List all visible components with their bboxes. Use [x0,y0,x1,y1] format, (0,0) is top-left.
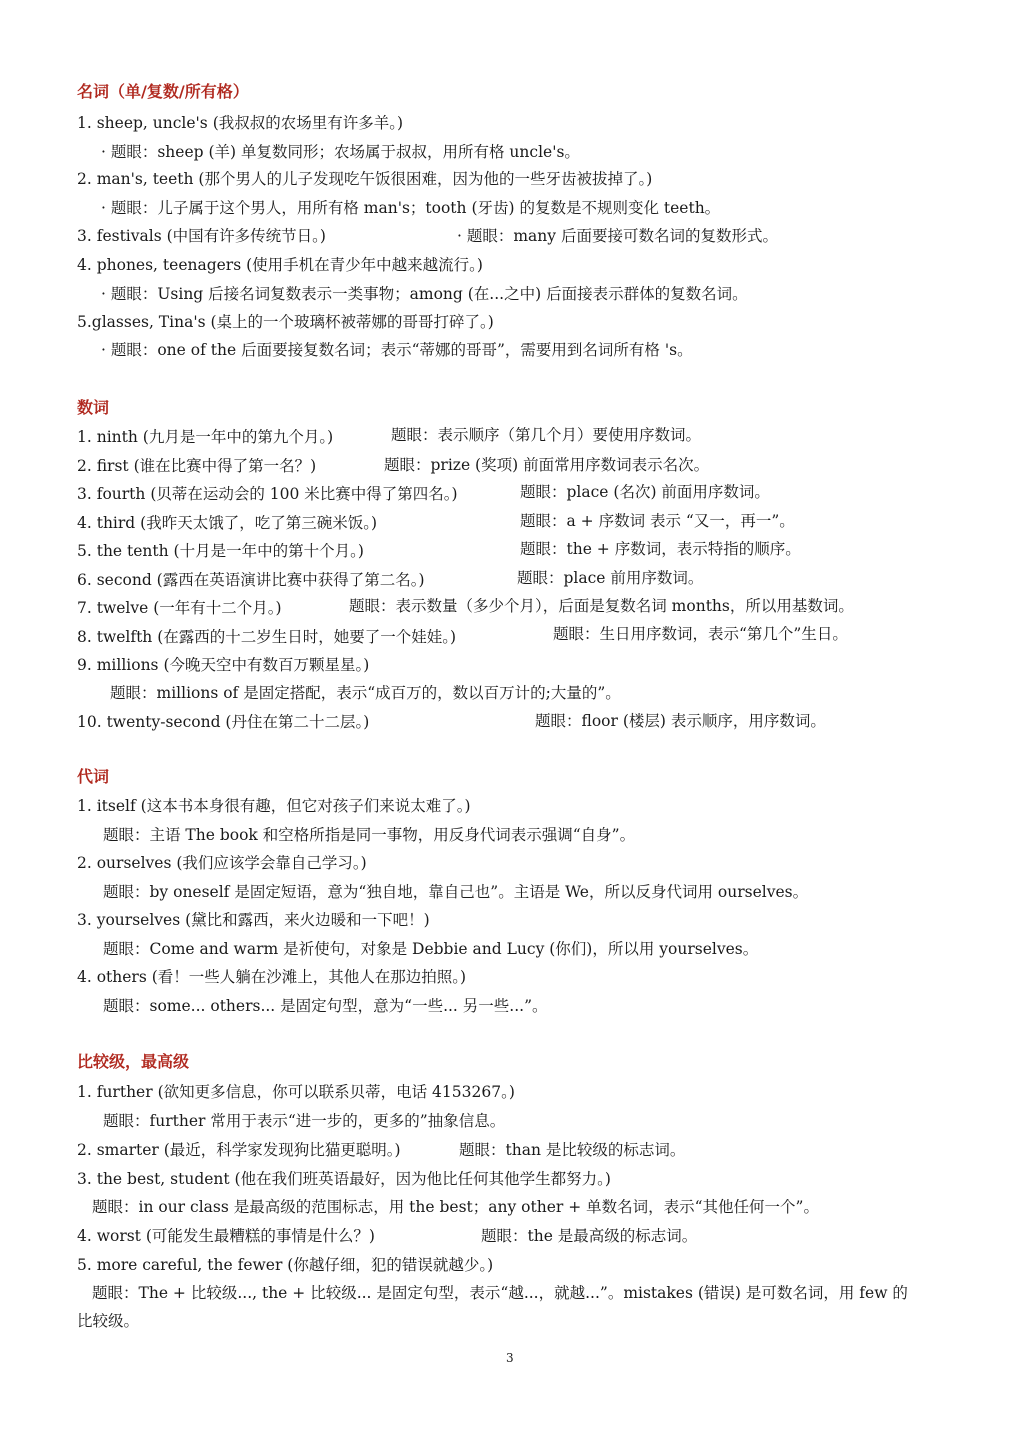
answer-line: 3. fourth (贝蒂在运动会的 100 米比赛中得了第四名。) [77,485,458,503]
hint-line: 题眼：in our class 是最高级的范围标志，用 the best；any other + 单数名词，表示“其他任何一个”。 [92,1198,819,1216]
answer-line: 6. second (露西在英语演讲比赛中获得了第二名。) [77,571,425,589]
hint-line: 题眼：millions of 是固定搭配，表示“成百万的，数以百万计的;大量的”。 [110,684,621,702]
answer-line: 9. millions (今晚天空中有数百万颗星星。) [77,656,370,674]
hint-note: 题眼：floor (楼层) 表示顺序，用序数词。 [535,712,826,730]
hint-line: 题眼：The + 比较级..., the + 比较级... 是固定句型，表示“越...，就越...”。mistakes (错误) 是可数名词，用 few 的 [92,1284,908,1302]
hint-line: · 题眼：Using 后接名词复数表示一类事物；among (在...之中) 后面接表示群体的复数名词。 [101,285,748,303]
hint-note: 题眼：place 前用序数词。 [517,569,704,587]
hint-note: 题眼：than 是比较级的标志词。 [459,1141,686,1159]
hint-line: 题眼：further 常用于表示“进一步的，更多的”抽象信息。 [103,1112,506,1130]
answer-line: 7. twelve (一年有十二个月。) [77,599,282,617]
answer-line: 3. yourselves (黛比和露西，来火边暖和一下吧！) [77,911,430,929]
section-heading-nouns: 名词（单/复数/所有格） [77,82,249,101]
section-heading-comparatives: 比较级，最高级 [77,1052,190,1071]
hint-line: · 题眼：sheep (羊) 单复数同形；农场属于叔叔，用所有格 uncle's。 [101,143,580,161]
answer-line: 4. worst (可能发生最糟糕的事情是什么？) [77,1227,375,1245]
answer-line: 1. further (欲知更多信息，你可以联系贝蒂，电话 4153267。) [77,1083,515,1101]
hint-note: · 题眼：many 后面要接可数名词的复数形式。 [457,227,778,245]
section-heading-pronouns: 代词 [77,767,110,786]
hint-line: 题眼：by oneself 是固定短语，意为“独自地，靠自己也”。主语是 We，所以反身代词用 ourselves。 [103,883,809,901]
hint-note: 题眼：place (名次) 前面用序数词。 [520,483,770,501]
answer-line: 10. twenty-second (丹住在第二十二层。) [77,713,370,731]
answer-line: 2. man's, teeth (那个男人的儿子发现吃午饭很困难，因为他的一些牙齿被拔掉了。) [77,170,653,188]
answer-line: 4. others (看！一些人躺在沙滩上，其他人在那边拍照。) [77,968,467,986]
answer-line: 1. itself (这本书本身很有趣，但它对孩子们来说太难了。) [77,797,471,815]
hint-note: 题眼：表示数量（多少个月），后面是复数名词 months，所以用基数词。 [349,597,854,615]
answer-line: 1. ninth (九月是一年中的第九个月。) [77,428,334,446]
hint-line: 题眼：Come and warm 是祈使句，对象是 Debbie and Lucy (你们)，所以用 yourselves。 [103,940,759,958]
answer-line: 4. phones, teenagers (使用手机在青少年中越来越流行。) [77,256,483,274]
hint-note: 题眼：a + 序数词 表示 “又一，再一”。 [520,512,795,530]
hint-line: · 题眼：儿子属于这个男人，用所有格 man's；tooth (牙齿) 的复数是不规则变化 teeth。 [101,199,721,217]
hint-line: 题眼：some... others... 是固定句型，意为“一些... 另一些...”。 [103,997,548,1015]
answer-line: 5. more careful, the fewer (你越仔细，犯的错误就越少。) [77,1256,494,1274]
hint-line: 题眼：主语 The book 和空格所指是同一事物，用反身代词表示强调“自身”。 [103,826,636,844]
answer-line: 8. twelfth (在露西的十二岁生日时，她要了一个娃娃。) [77,628,457,646]
hint-note: 题眼：生日用序数词，表示“第几个”生日。 [553,625,848,643]
answer-line: 2. ourselves (我们应该学会靠自己学习。) [77,854,367,872]
hint-line: · 题眼：one of the 后面要接复数名词；表示“蒂娜的哥哥”，需要用到名词所有格 's。 [101,341,693,359]
page-number: 3 [506,1351,514,1365]
hint-note: 题眼：the + 序数词，表示特指的顺序。 [520,540,801,558]
answer-line: 2. first (谁在比赛中得了第一名？) [77,457,317,475]
answer-line: 4. third (我昨天太饿了，吃了第三碗米饭。) [77,514,377,532]
answer-line: 2. smarter (最近，科学家发现狗比猫更聪明。) [77,1141,401,1159]
answer-line: 5. the tenth (十月是一年中的第十个月。) [77,542,364,560]
hint-note: 题眼：the 是最高级的标志词。 [481,1227,698,1245]
section-heading-numerals: 数词 [77,398,110,417]
answer-line: 3. festivals (中国有许多传统节日。) [77,227,326,245]
hint-note: 题眼：表示顺序（第几个月）要使用序数词。 [391,426,702,444]
answer-line: 1. sheep, uncle's (我叔叔的农场里有许多羊。) [77,114,404,132]
answer-line: 5.glasses, Tina's (桌上的一个玻璃杯被蒂娜的哥哥打碎了。) [77,313,494,331]
hint-line-continued: 比较级。 [77,1312,140,1330]
hint-note: 题眼：prize (奖项) 前面常用序数词表示名次。 [384,456,710,474]
answer-line: 3. the best, student (他在我们班英语最好，因为他比任何其他学生都努力。) [77,1170,611,1188]
